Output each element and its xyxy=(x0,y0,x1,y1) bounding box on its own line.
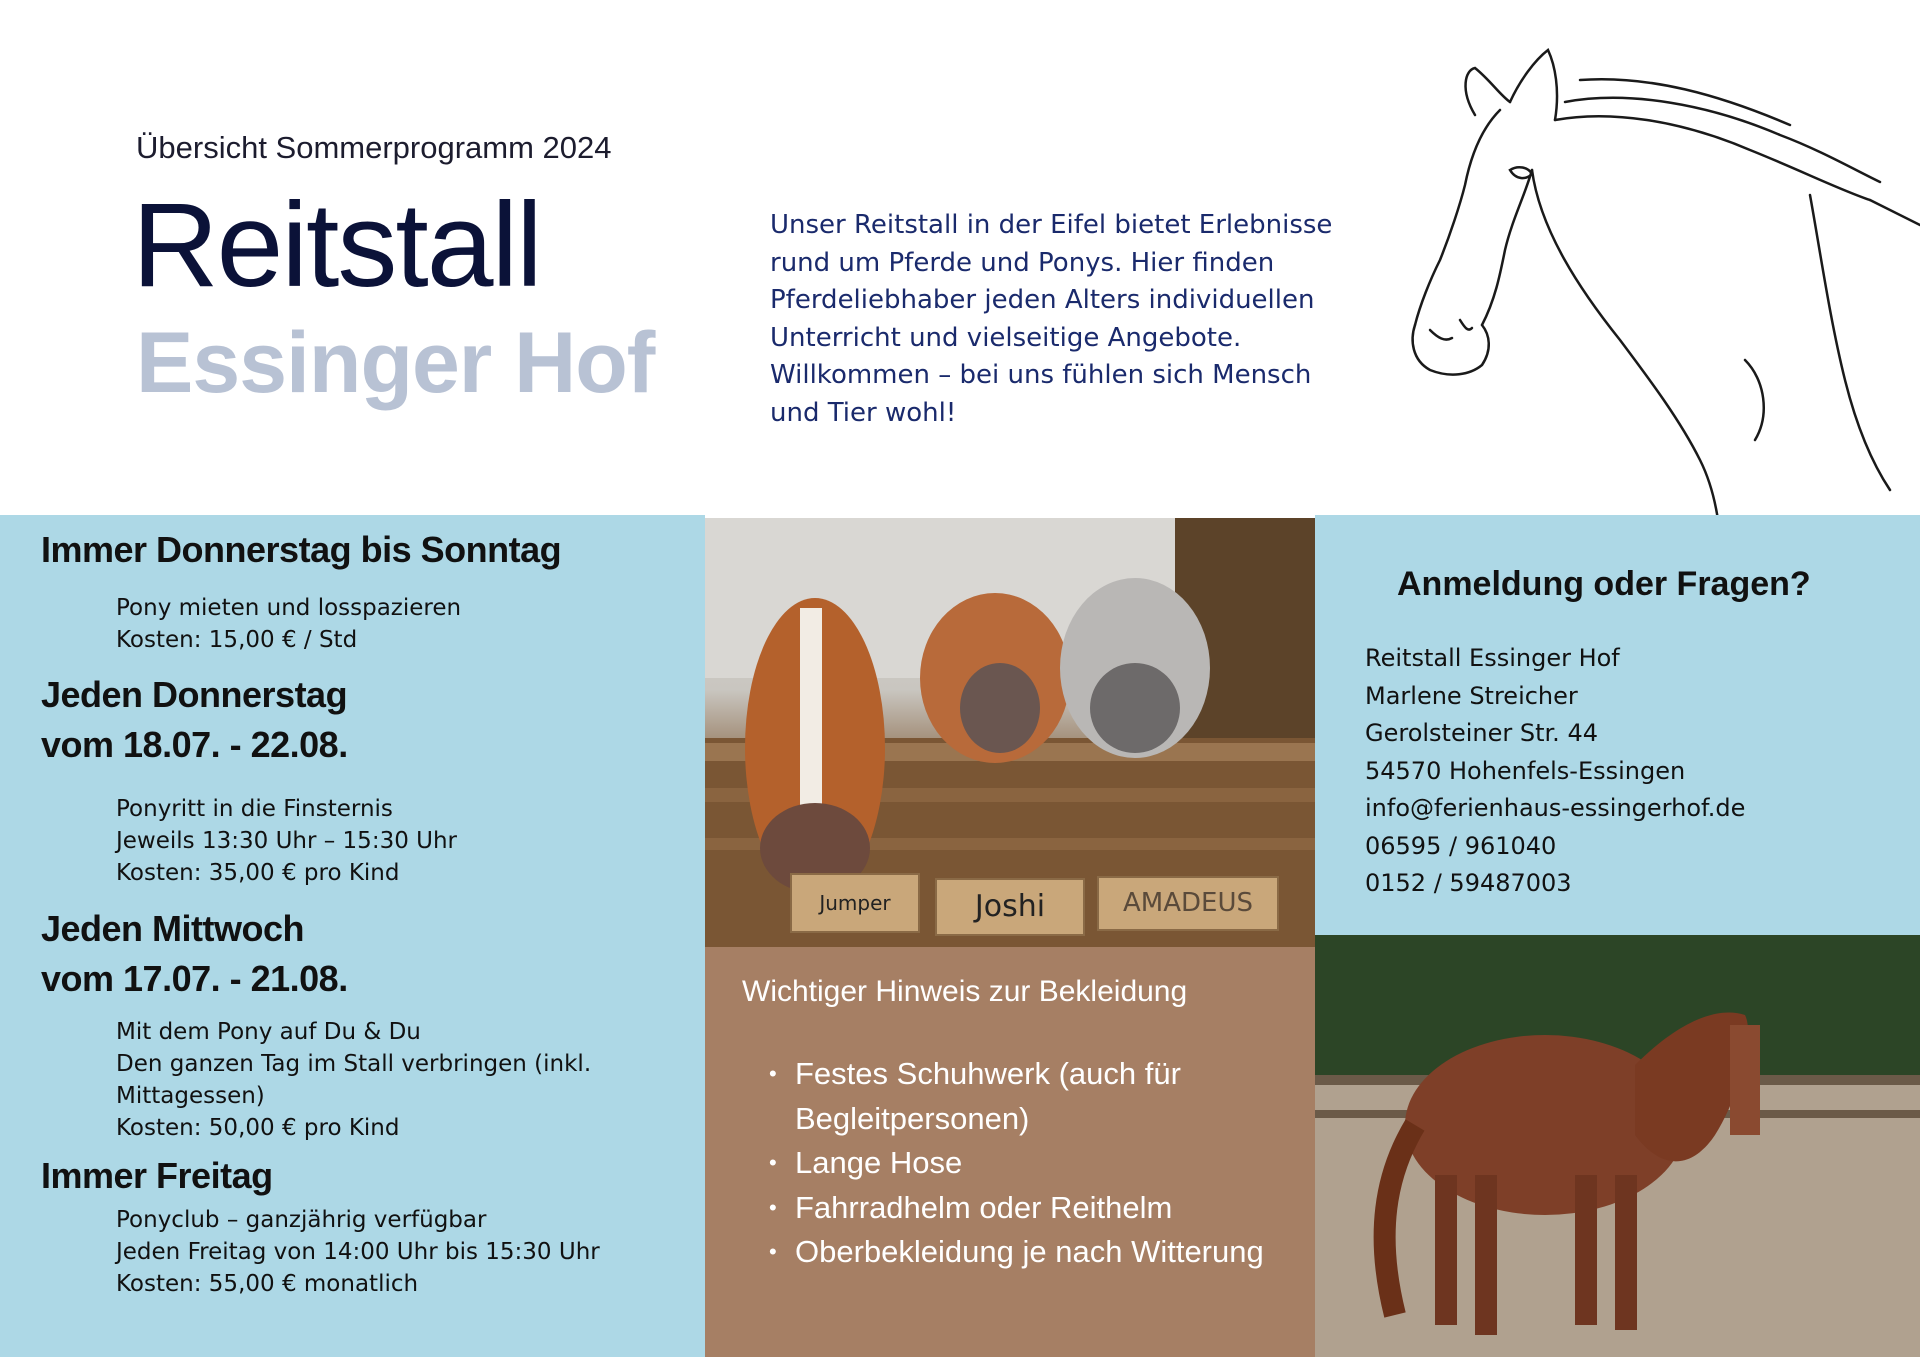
section-body xyxy=(116,793,457,889)
section-line: Den ganzen Tag im Stall verbringen (inkl. xyxy=(116,1051,592,1077)
contact-city: 54570 Hohenfels-Essingen xyxy=(1365,756,1686,785)
section-line: Ponyclub – ganzjährig verfügbar xyxy=(116,1207,487,1233)
schedule-section-1 xyxy=(41,525,561,575)
hint-item: • Lange Hose xyxy=(795,1141,1275,1186)
brown-pony-photo xyxy=(1315,935,1920,1357)
contact-name: Reitstall Essinger Hof xyxy=(1365,644,1620,672)
hint-item: • Oberbekleidung je nach Witterung xyxy=(795,1230,1275,1275)
section-line: Ponyritt in die Finsternis xyxy=(116,796,393,822)
page-title-secondary: Essinger Hof xyxy=(136,315,655,411)
intro-text: Unser Reitstall in der Eifel bietet Erlebnisse rund um Pferde und Ponys. Hier finden Pferdeliebhaber jeden Alters individuellen Unterricht und vielseitige Angebote. Willkommen – bei uns fühlen sich Mensch und Tier wohl! xyxy=(770,210,1333,428)
schedule-section-4 xyxy=(41,1151,273,1201)
section-heading-dates: vom 18.07. - 22.08. xyxy=(41,724,348,765)
section-line: Kosten: 55,00 € monatlich xyxy=(116,1271,419,1297)
name-sign-amadeus: AMADEUS xyxy=(1097,876,1279,931)
contact-street: Gerolsteiner Str. 44 xyxy=(1365,719,1598,747)
hint-list xyxy=(795,1052,1275,1275)
contact-email[interactable]: info@ferienhaus-essingerhof.de xyxy=(1365,794,1746,822)
contact-details xyxy=(1365,640,1745,903)
program-subtitle: Übersicht Sommerprogramm 2024 xyxy=(136,130,612,165)
section-heading-dates: vom 17.07. - 21.08. xyxy=(41,958,348,999)
section-line: Jeden Freitag von 14:00 Uhr bis 15:30 Uhr xyxy=(116,1239,600,1265)
section-line: Kosten: 50,00 € pro Kind xyxy=(116,1115,400,1141)
contact-heading: Anmeldung oder Fragen? xyxy=(1397,565,1811,603)
section-body xyxy=(116,1016,591,1144)
contact-mobile[interactable]: 0152 / 59487003 xyxy=(1365,869,1572,897)
section-body xyxy=(116,592,461,656)
schedule-section-2 xyxy=(41,670,348,770)
name-sign-joshi: Joshi xyxy=(935,878,1085,936)
section-line: Mit dem Pony auf Du & Du xyxy=(116,1019,421,1045)
section-heading: Immer Donnerstag bis Sonntag xyxy=(41,529,562,570)
section-line: Pony mieten und losspazieren xyxy=(116,595,462,621)
ponies-stable-photo xyxy=(705,518,1315,947)
contact-phone[interactable]: 06595 / 961040 xyxy=(1365,831,1557,860)
page-title: Reitstall xyxy=(132,178,541,312)
horse-head-illustration xyxy=(1350,20,1920,540)
section-heading: Jeden Mittwoch xyxy=(41,908,305,949)
hint-item: • Fahrradhelm oder Reithelm xyxy=(795,1186,1275,1231)
contact-person: Marlene Streicher xyxy=(1365,681,1578,710)
schedule-section-3 xyxy=(41,904,348,1004)
section-line: Kosten: 35,00 € pro Kind xyxy=(116,860,400,886)
section-body xyxy=(116,1204,600,1300)
hint-heading: Wichtiger Hinweis zur Bekleidung xyxy=(742,975,1188,1008)
section-line: Kosten: 15,00 € / Std xyxy=(116,627,358,653)
section-line: Mittagessen) xyxy=(116,1083,265,1109)
section-line: Jeweils 13:30 Uhr – 15:30 Uhr xyxy=(116,828,458,854)
section-heading: Jeden Donnerstag xyxy=(41,674,348,715)
brown-pony-drawing xyxy=(1315,935,1920,1357)
name-sign-jumper: Jumper xyxy=(790,873,920,933)
hint-item: • Festes Schuhwerk (auch für Begleitpersonen) xyxy=(795,1052,1275,1141)
section-heading: Immer Freitag xyxy=(41,1155,273,1196)
